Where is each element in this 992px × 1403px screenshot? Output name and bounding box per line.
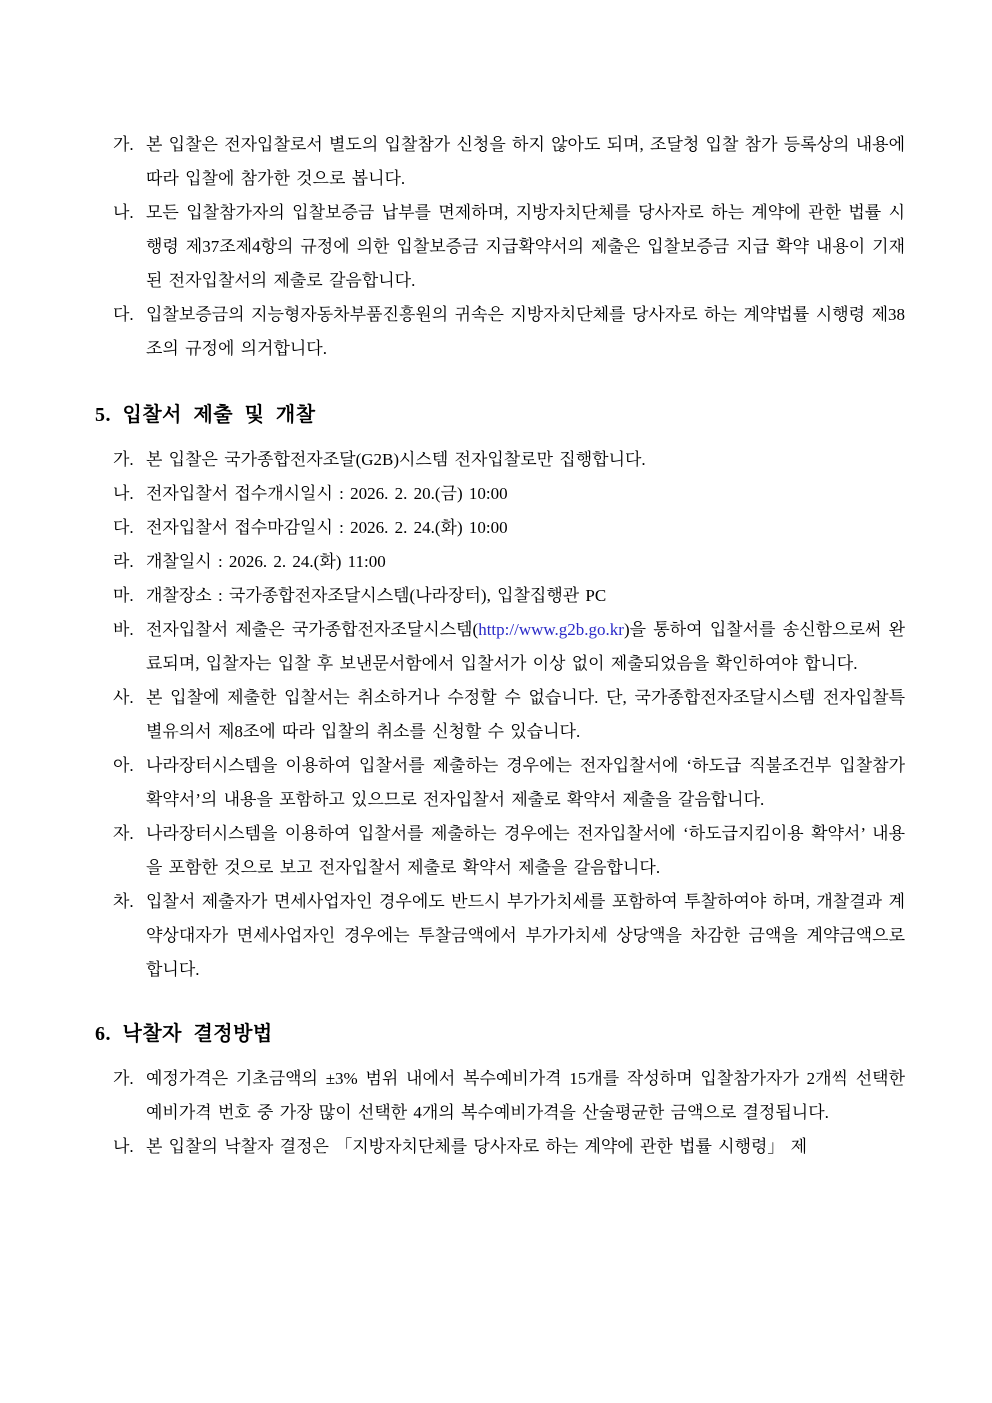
item-text: 본 입찰의 낙찰자 결정은 「지방자치단체를 당사자로 하는 계약에 관한 법률 시행령」 제 — [146, 1137, 808, 1156]
item-text: 입찰보증금의 지능형자동차부품진흥원의 귀속은 지방자치단체를 당사자로 하는 계약법률 시행령 제38조의 규정에 의거합니다. — [146, 305, 905, 358]
item-marker: 나. — [113, 203, 134, 222]
section-5-heading: 5. 입찰서 제출 및 개찰 — [95, 404, 316, 426]
list-item — [95, 1062, 905, 1130]
item-marker: 나. — [113, 484, 134, 503]
list-item — [95, 613, 905, 681]
item-text: 개찰장소 : 국가종합전자조달시스템(나라장터), 입찰집행관 PC — [146, 586, 607, 605]
item-marker: 가. — [113, 135, 134, 154]
item-marker: 자. — [113, 824, 134, 843]
item-marker: 다. — [113, 518, 134, 537]
section-6-list — [95, 1062, 905, 1164]
item-marker: 사. — [113, 688, 134, 707]
item-text: 본 입찰은 전자입찰로서 별도의 입찰참가 신청을 하지 않아도 되며, 조달청 입찰 참가 등록상의 내용에 따라 입찰에 참가한 것으로 봅니다. — [146, 135, 905, 188]
list-item — [95, 885, 905, 987]
list-item — [95, 749, 905, 817]
item-text: 모든 입찰참가자의 입찰보증금 납부를 면제하며, 지방자치단체를 당사자로 하는 계약에 관한 법률 시행령 제37조제4항의 규정에 의한 입찰보증금 지급확약서의 제출은 입찰보증금 지급 확약 내용이 기재된 전자입찰서의 제출로 갈음합니다. — [146, 203, 905, 290]
list-item — [95, 1130, 905, 1164]
item-text: 전자입찰서 접수개시일시 : 2026. 2. 20.(금) 10:00 — [146, 484, 508, 503]
item-marker: 가. — [113, 1069, 134, 1088]
item-marker: 바. — [113, 620, 134, 639]
item-text: 본 입찰에 제출한 입찰서는 취소하거나 수정할 수 없습니다. 단, 국가종합전자조달시스템 전자입찰특별유의서 제8조에 따라 입찰의 취소를 신청할 수 있습니다. — [146, 688, 905, 741]
item-text-before-link: 전자입찰서 제출은 국가종합전자조달시스템( — [146, 620, 479, 639]
item-marker: 가. — [113, 450, 134, 469]
item-marker: 마. — [113, 586, 134, 605]
list-item — [95, 681, 905, 749]
list-item — [95, 545, 905, 579]
item-marker: 차. — [113, 892, 134, 911]
list-item — [95, 298, 905, 366]
list-item — [95, 477, 905, 511]
list-item — [95, 579, 905, 613]
item-text: 전자입찰서 접수마감일시 : 2026. 2. 24.(화) 10:00 — [146, 518, 508, 537]
list-item — [95, 443, 905, 477]
section-6-heading: 6. 낙찰자 결정방법 — [95, 1023, 273, 1045]
item-text: 나라장터시스템을 이용하여 입찰서를 제출하는 경우에는 전자입찰서에 ‘하도급 직불조건부 입찰참가 확약서’의 내용을 포함하고 있으므로 전자입찰서 제출로 확약서 제출을 갈음합니다. — [146, 756, 905, 809]
item-marker: 다. — [113, 305, 134, 324]
item-text — [146, 620, 905, 673]
item-marker: 아. — [113, 756, 134, 775]
item-text: 개찰일시 : 2026. 2. 24.(화) 11:00 — [146, 552, 386, 571]
item-marker: 라. — [113, 552, 134, 571]
intro-list — [95, 128, 905, 366]
item-text: 예정가격은 기초금액의 ±3% 범위 내에서 복수예비가격 15개를 작성하며 입찰참가자가 2개씩 선택한 예비가격 번호 중 가장 많이 선택한 4개의 복수예비가격을 산술평균한 금액으로 결정됩니다. — [146, 1069, 905, 1122]
list-item — [95, 196, 905, 298]
item-text: 입찰서 제출자가 면세사업자인 경우에도 반드시 부가가치세를 포함하여 투찰하여야 하며, 개찰결과 계약상대자가 면세사업자인 경우에는 투찰금액에서 부가가치세 상당액을 차감한 금액을 계약금액으로 합니다. — [146, 892, 905, 979]
g2b-link[interactable]: http://www.g2b.go.kr — [478, 620, 624, 639]
item-text: 본 입찰은 국가종합전자조달(G2B)시스템 전자입찰로만 집행합니다. — [146, 450, 646, 469]
item-text: 나라장터시스템을 이용하여 입찰서를 제출하는 경우에는 전자입찰서에 ‘하도급지킴이용 확약서’ 내용을 포함한 것으로 보고 전자입찰서 제출로 확약서 제출을 갈음합니다. — [146, 824, 905, 877]
section-5-list — [95, 443, 905, 987]
item-text-after-link: )을 통하여 입찰서를 송신함으로써 완료되며, 입찰자는 입찰 후 보낸문서함에서 입찰서가 이상 없이 제출되었음을 확인하여야 합니다. — [146, 620, 905, 673]
list-item — [95, 511, 905, 545]
list-item — [95, 128, 905, 196]
item-marker: 나. — [113, 1137, 134, 1156]
list-item — [95, 817, 905, 885]
